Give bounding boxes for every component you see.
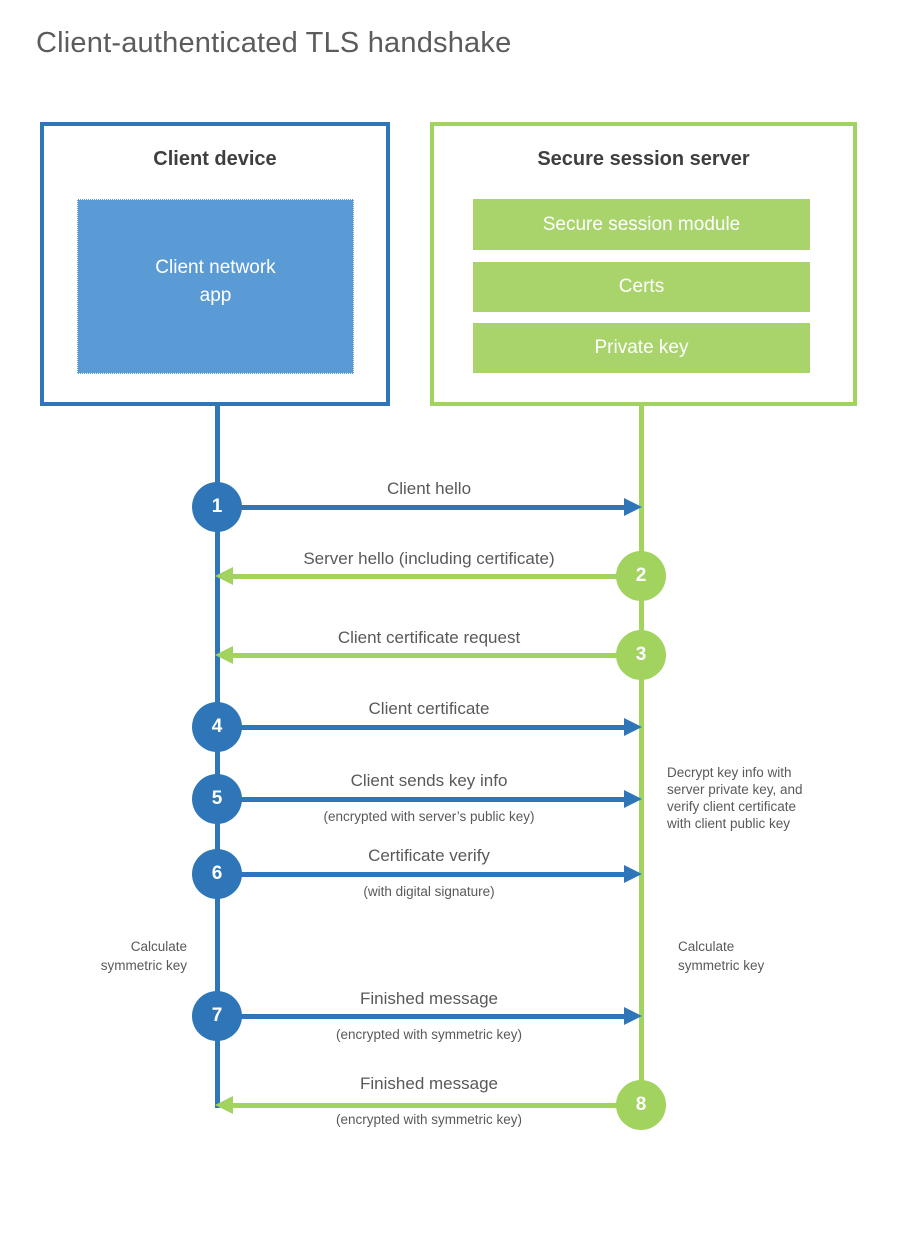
certs-bar: Certs bbox=[473, 262, 810, 312]
decrypt-key-info-note bbox=[667, 764, 803, 832]
page-title: Client-authenticated TLS handshake bbox=[36, 27, 512, 59]
calc-right-line2: symmetric key bbox=[678, 958, 765, 973]
arrow-line-step-2 bbox=[233, 574, 641, 579]
arrowhead-right-icon bbox=[624, 865, 642, 883]
arrowhead-right-icon bbox=[624, 718, 642, 736]
message-sublabel-encrypted-symmetric-key: (encrypted with symmetric key) bbox=[335, 1112, 523, 1127]
step-2-marker: 2 bbox=[616, 551, 666, 601]
decrypt-note-line1: Decrypt key info with bbox=[667, 765, 792, 780]
step-5-marker: 5 bbox=[192, 774, 242, 824]
arrow-line-step-3 bbox=[233, 653, 641, 658]
client-device-title: Client device bbox=[153, 148, 277, 170]
message-label-certificate-verify: Certificate verify bbox=[368, 846, 490, 865]
arrowhead-right-icon bbox=[624, 1007, 642, 1025]
step-3-marker: 3 bbox=[616, 630, 666, 680]
decrypt-note-line2: server private key, and bbox=[667, 782, 803, 797]
arrowhead-left-icon bbox=[215, 567, 233, 585]
calculate-symmetric-key-note-server bbox=[678, 937, 764, 975]
secure-session-module-bar: Secure session module bbox=[473, 199, 810, 250]
message-sublabel-encrypted-server-public-key: (encrypted with server’s public key) bbox=[323, 809, 535, 824]
calc-left-line1: Calculate bbox=[130, 939, 187, 954]
client-network-app-box bbox=[77, 199, 354, 374]
calc-right-line1: Calculate bbox=[678, 939, 735, 954]
private-key-bar: Private key bbox=[473, 323, 810, 373]
arrowhead-right-icon bbox=[624, 498, 642, 516]
client-device-box bbox=[40, 122, 390, 406]
client-network-app-label-line1: Client network bbox=[155, 256, 276, 278]
arrow-line-step-4 bbox=[217, 725, 624, 730]
message-sublabel-digital-signature: (with digital signature) bbox=[363, 884, 495, 899]
decrypt-note-line3: verify client certificate bbox=[667, 799, 797, 814]
arrow-line-step-7 bbox=[217, 1014, 624, 1019]
step-1-marker: 1 bbox=[192, 482, 242, 532]
arrow-line-step-5 bbox=[217, 797, 624, 802]
secure-session-server-title: Secure session server bbox=[537, 148, 750, 170]
arrowhead-right-icon bbox=[624, 790, 642, 808]
message-label-client-certificate-request: Client certificate request bbox=[337, 628, 521, 647]
arrow-line-step-6 bbox=[217, 872, 624, 877]
arrow-line-step-8 bbox=[233, 1103, 641, 1108]
message-sublabel-encrypted-symmetric-key: (encrypted with symmetric key) bbox=[335, 1027, 523, 1042]
calculate-symmetric-key-note-client bbox=[47, 937, 187, 975]
message-label-finished-message-server: Finished message bbox=[360, 1074, 498, 1093]
arrow-line-step-1 bbox=[217, 505, 624, 510]
step-6-marker: 6 bbox=[192, 849, 242, 899]
message-label-finished-message-client: Finished message bbox=[360, 989, 498, 1008]
arrowhead-left-icon bbox=[215, 1096, 233, 1114]
decrypt-note-line4: with client public key bbox=[667, 816, 791, 831]
arrowhead-left-icon bbox=[215, 646, 233, 664]
calc-left-line2: symmetric key bbox=[100, 958, 187, 973]
client-network-app-label-line2: app bbox=[199, 284, 232, 306]
secure-session-server-box bbox=[430, 122, 857, 406]
step-4-marker: 4 bbox=[192, 702, 242, 752]
message-label-client-sends-key-info: Client sends key info bbox=[350, 771, 508, 790]
step-7-marker: 7 bbox=[192, 991, 242, 1041]
step-8-marker: 8 bbox=[616, 1080, 666, 1130]
message-label-client-certificate: Client certificate bbox=[368, 699, 490, 718]
message-label-server-hello: Server hello (including certificate) bbox=[303, 549, 555, 568]
message-label-client-hello: Client hello bbox=[386, 479, 472, 498]
